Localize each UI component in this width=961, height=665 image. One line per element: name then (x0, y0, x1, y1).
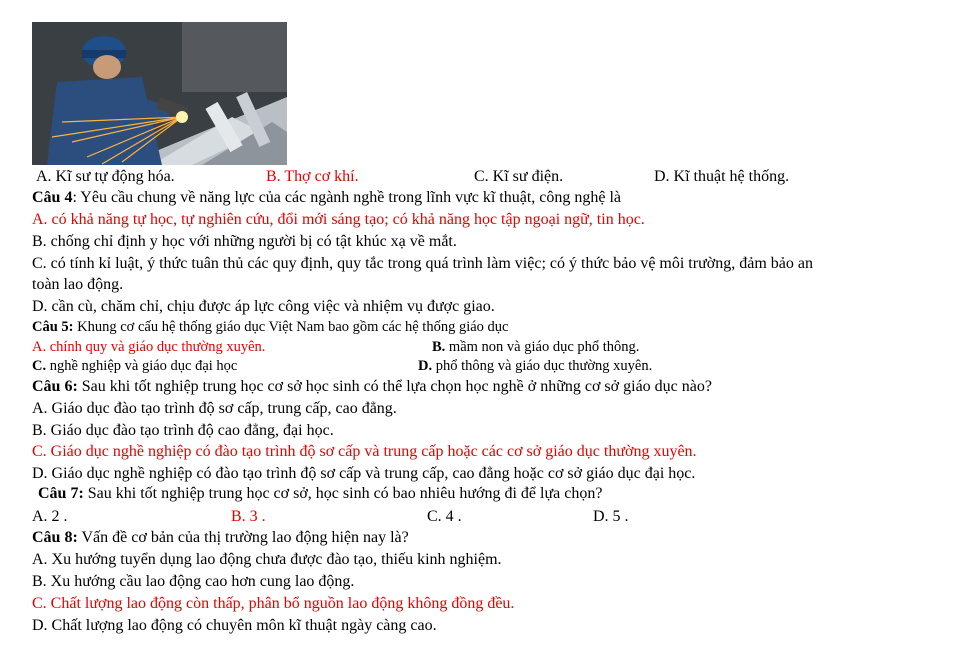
q6-question (32, 377, 712, 397)
q3-option-a: A. Kĩ sư tự động hóa. (36, 168, 175, 185)
q8-question (32, 528, 409, 548)
q8-text: Vấn đề cơ bản của thị trường lao động hiện nay là? (77, 529, 409, 546)
q8-option-d: D. Chất lượng lao động có chuyên môn kĩ thuật ngày càng cao. (32, 617, 437, 634)
q4-option-c-line1: C. có tính kỉ luật, ý thức tuân thủ các quy định, quy tắc trong quá trình làm việc; có ý thức bảo vệ môi trường, đảm bảo an (32, 255, 813, 272)
q5-label: Câu 5: (32, 319, 74, 335)
q5-option-b (432, 338, 639, 356)
q4-option-d: D. cần cù, chăm chỉ, chịu được áp lực công việc và nhiệm vụ được giao. (32, 298, 495, 315)
welder-photo (32, 22, 287, 165)
q7-option-c: C. 4 . (427, 508, 462, 525)
q8-option-c: C. Chất lượng lao động còn thấp, phân bổ nguồn lao động không đồng đều. (32, 595, 515, 612)
q5-option-d-label: D. (418, 358, 433, 374)
q8-option-a: A. Xu hướng tuyển dụng lao động chưa được đào tạo, thiếu kinh nghiệm. (32, 551, 502, 568)
q4-option-a: A. có khả năng tự học, tự nghiên cứu, đổi mới sáng tạo; có khả năng học tập ngoại ngữ, tin học. (32, 211, 645, 228)
q4-text: : Yêu cầu chung về năng lực của các ngành nghề trong lĩnh vực kĩ thuật, công nghệ là (72, 189, 622, 206)
q5-question (32, 318, 508, 336)
q3-option-d: D. Kĩ thuật hệ thống. (654, 168, 790, 185)
q7-question (38, 485, 602, 503)
q5-option-d (418, 357, 652, 375)
q6-option-a: A. Giáo dục đào tạo trình độ sơ cấp, trung cấp, cao đẳng. (32, 400, 397, 417)
q7-text: Sau khi tốt nghiệp trung học cơ sở, học sinh có bao nhiêu hướng đi để lựa chọn? (83, 485, 603, 502)
q5-option-c-label: C. (32, 358, 47, 374)
q8-option-b: B. Xu hướng cầu lao động cao hơn cung lao động. (32, 573, 355, 590)
q5-option-b-text: mầm non và giáo dục phổ thông. (445, 339, 640, 355)
q5-option-d-text: phổ thông và giáo dục thường xuyên. (432, 358, 653, 374)
q6-text: Sau khi tốt nghiệp trung học cơ sở học sinh có thể lựa chọn học nghề ở những cơ sở giáo dục nào? (77, 378, 712, 395)
welder-illustration (32, 22, 287, 165)
q6-option-d: D. Giáo dục nghề nghiệp có đào tạo trình độ sơ cấp và trung cấp, cao đẳng hoặc cơ sở giáo dục đại học. (32, 465, 696, 482)
q5-option-c-text: nghề nghiệp và giáo dục đại học (46, 358, 238, 374)
q6-label: Câu 6: (32, 378, 78, 395)
q3-option-b: B. Thợ cơ khí. (266, 168, 359, 185)
q7-option-b: B. 3 . (231, 508, 266, 525)
q8-label: Câu 8: (32, 529, 78, 546)
q3-option-c: C. Kĩ sư điện. (474, 168, 564, 185)
q5-text: Khung cơ cấu hệ thống giáo dục Việt Nam bao gồm các hệ thống giáo dục (73, 319, 509, 335)
q4-question (32, 188, 621, 208)
q7-option-d: D. 5 . (593, 508, 629, 525)
q6-option-b: B. Giáo dục đào tạo trình độ cao đẳng, đại học. (32, 422, 334, 439)
q5-option-c (32, 357, 237, 375)
q4-option-c-line2: toàn lao động. (32, 276, 124, 293)
q7-option-a: A. 2 . (32, 508, 68, 525)
q4-option-b: B. chống chỉ định y học với những người bị có tật khúc xạ về mắt. (32, 233, 457, 250)
q4-label: Câu 4 (32, 189, 73, 206)
q7-label: Câu 7: (38, 485, 84, 502)
q5-option-a: A. chính quy và giáo dục thường xuyên. (32, 339, 266, 355)
q5-option-b-label: B. (432, 339, 446, 355)
q6-option-c: C. Giáo dục nghề nghiệp có đào tạo trình độ sơ cấp và trung cấp hoặc các cơ sở giáo dục thường xuyên. (32, 443, 697, 460)
